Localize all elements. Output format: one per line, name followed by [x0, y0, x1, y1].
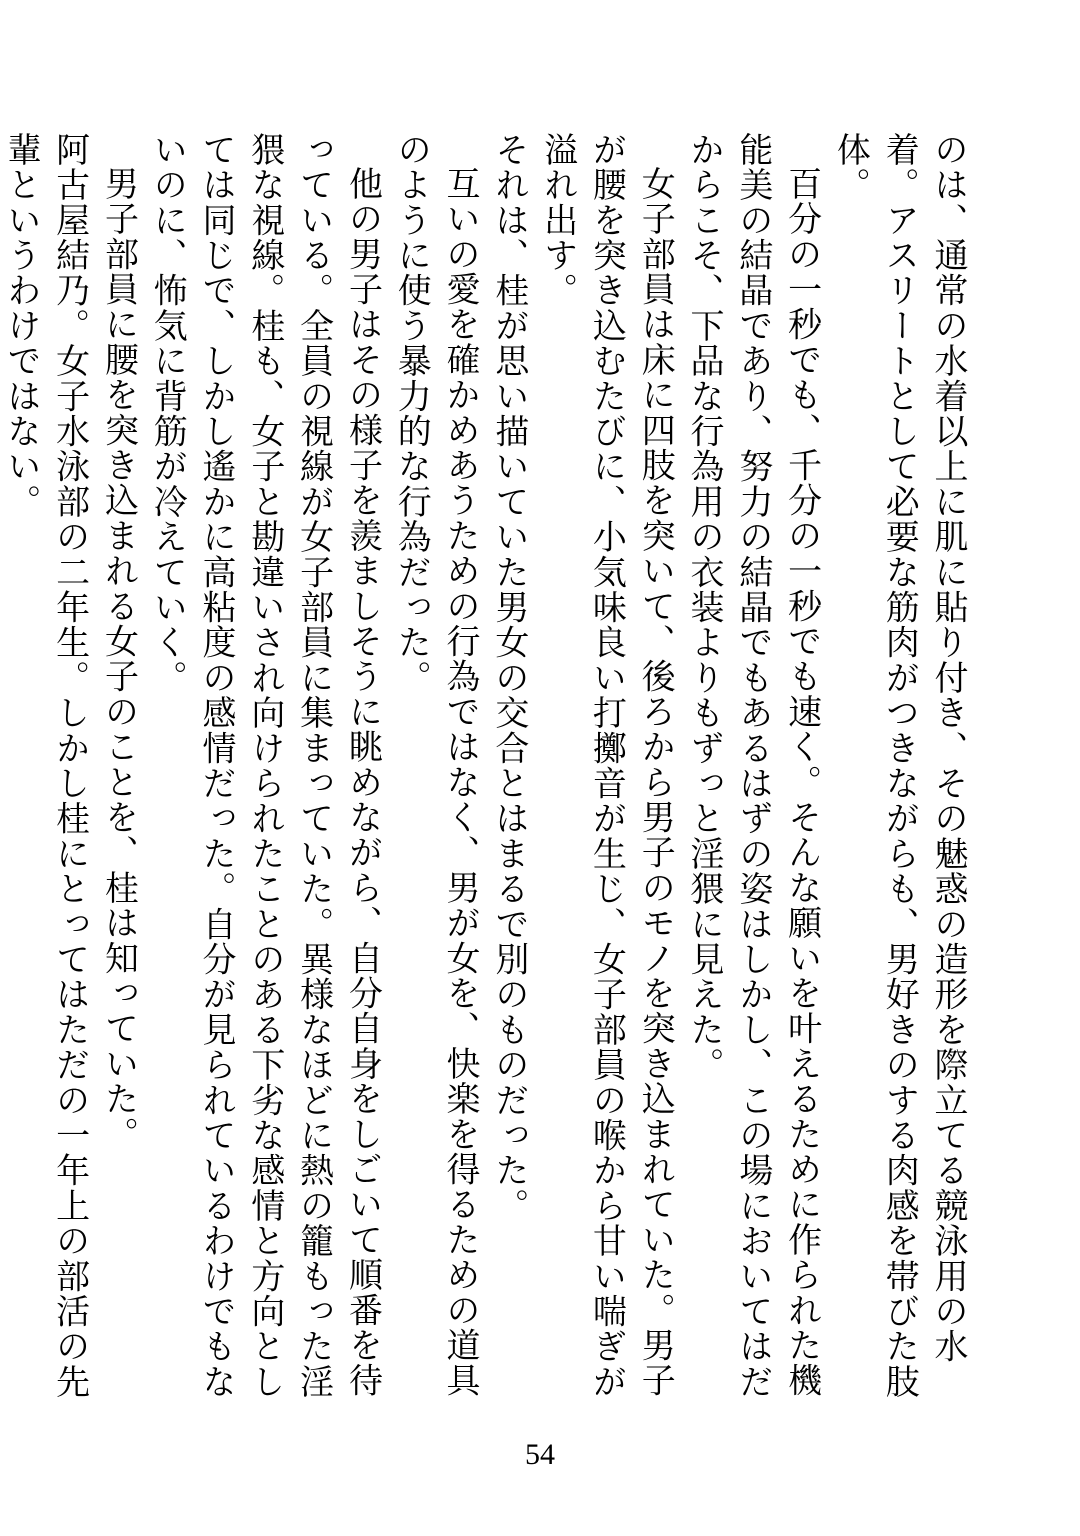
paragraph: のは、通常の水着以上に肌に貼り付き、その魅惑の造形を際立てる競泳用の水着。アスリートとして必要な筋肉がつきながらも、男好きのする肉感を帯びた肢体。 — [830, 132, 968, 1400]
vertical-body-text — [0, 132, 972, 1428]
page-number: 54 — [525, 1438, 555, 1471]
paragraph: 男子部員に腰を突き込まれる女子のことを、桂は知っていた。 — [98, 166, 139, 1152]
paragraph: 女子部員は床に四肢を突いて、後ろから男子のモノを突き込まれていた。男子が腰を突き込むたびに、小気味良い打擲音が生じ、女子部員の喉から甘い喘ぎが溢れ出す。 — [537, 132, 676, 1400]
paragraph: 他の男子はその様子を羨ましそうに眺めながら、自分自身をしごいて順番を待っている。全員の視線が女子部員に集まっていた。異様なほどに熱の籠もった淫猥な視線。桂も、女子と勘違いされ向けられたことのある下劣な感情と方向としては同じで、しかし遙かに高粘度の感情だった。自分が見られているわけでもないのに、怖気に背筋が冷えていく。 — [147, 132, 383, 1400]
paragraph: 互いの愛を確かめあうための行為ではなく、男が女を、快楽を得るための道具のように使う暴力的な行為だった。 — [391, 132, 481, 1399]
paragraph: それは、桂が思い描いていた男女の交合とはまるで別のものだった。 — [488, 132, 529, 1224]
paragraph: 阿古屋結乃。女子水泳部の二年生。しかし桂にとってはただの一年上の部活の先輩というわけではない。 — [0, 132, 90, 1400]
paragraph: 百分の一秒でも、千分の一秒でも速く。そんな願いを叶えるために作られた機能美の結晶であり、努力の結晶でもあるはずの姿はしかし、この場においてはだからこそ、下品な行為用の衣装よりもずっと淫猥に見えた。 — [684, 132, 822, 1400]
